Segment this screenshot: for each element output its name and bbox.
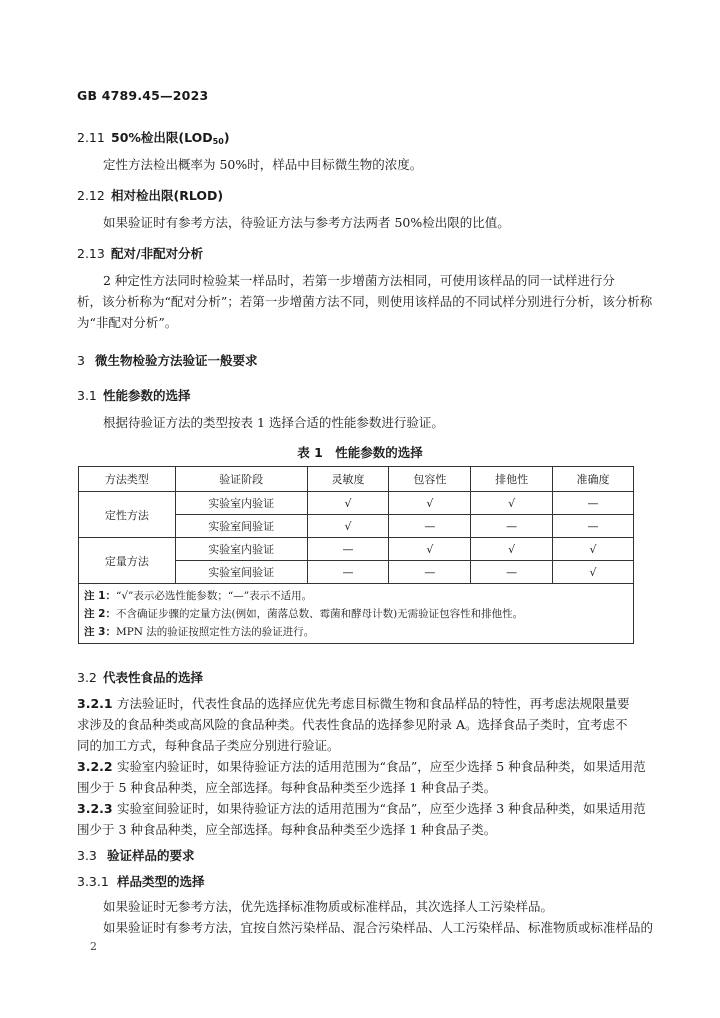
section-number: 2.13 — [77, 246, 105, 261]
method-type-cell: 定性方法 — [79, 492, 176, 538]
table-header-cell: 验证阶段 — [175, 467, 307, 492]
paragraph-line: 同的加工方式，每种食品子类应分别进行验证。 — [77, 738, 340, 753]
section-2-11-heading — [77, 128, 230, 146]
section-3-2-2-text — [77, 756, 646, 798]
section-number: 3.2.3 — [77, 801, 113, 816]
table-note — [79, 624, 634, 644]
table-cell: √ — [553, 538, 634, 561]
table-cell: 实验室内验证 — [175, 492, 307, 515]
table-note — [79, 604, 634, 624]
section-number: 2.11 — [77, 130, 105, 145]
table-header-cell: 方法类型 — [79, 467, 176, 492]
heading-text: 50%检出限( — [111, 130, 185, 145]
table-header-cell: 包容性 — [389, 467, 471, 492]
table-cell: 实验室间验证 — [175, 515, 307, 538]
table-cell: — — [553, 515, 634, 538]
heading-text: 性能参数的选择 — [103, 388, 191, 403]
paragraph-line: 围少于 5 种食品种类，应全部选择。每种食品种类至少选择 1 种食品子类。 — [77, 780, 497, 795]
table-cell: √ — [389, 538, 471, 561]
table-cell: √ — [389, 492, 471, 515]
table-cell: — — [553, 492, 634, 515]
section-number: 3 — [77, 353, 85, 368]
section-3-1-text: 根据待验证方法的类型按表 1 选择合适的性能参数进行验证。 — [103, 415, 444, 430]
section-number: 3.1 — [77, 388, 97, 403]
table-note-row — [79, 624, 634, 644]
table-row — [79, 492, 634, 515]
paragraph-line: 如果验证时有参考方法，宜按自然污染样品、混合污染样品、人工污染样品、标准物质或标准样品的 — [103, 920, 654, 935]
table-caption: 表 1 性能参数的选择 — [297, 445, 423, 460]
section-number: 3.2 — [77, 670, 97, 685]
table-cell: √ — [307, 515, 389, 538]
section-2-13-text — [77, 270, 652, 333]
table-cell: — — [307, 561, 389, 584]
note-text: “√”表示必选性能参数；“—”表示不适用。 — [115, 589, 313, 602]
heading-text: 微生物检验方法验证一般要求 — [95, 353, 258, 368]
table-cell: — — [389, 561, 471, 584]
paragraph-line: 实验室内验证时，如果待验证方法的适用范围为“食品”，应至少选择 5 种食品种类，如果适用范 — [117, 759, 646, 774]
paragraph-line: 实验室间验证时，如果待验证方法的适用范围为“食品”，应至少选择 3 种食品种类，如果适用范 — [117, 801, 646, 816]
paragraph-line: 如果验证时无参考方法，优先选择标准物质或标准样品，其次选择人工污染样品。 — [103, 899, 554, 914]
page-number: 2 — [90, 940, 97, 953]
paragraph-line: 求涉及的食品种类或高风险的食品种类。代表性食品的选择参见附录 A。选择食品子类时，宜考虑不 — [77, 717, 628, 732]
heading-text: 配对/非配对分析 — [111, 246, 204, 261]
section-3-2-heading — [77, 668, 203, 686]
method-type-cell: 定量方法 — [79, 538, 176, 584]
document-header: GB 4789.45—2023 — [77, 88, 209, 103]
table-row — [79, 538, 634, 561]
section-3-3-1-text — [103, 896, 653, 938]
table-note — [79, 584, 634, 604]
table-cell: 实验室间验证 — [175, 561, 307, 584]
note-label: 注 1： — [84, 589, 116, 602]
table-note-row — [79, 584, 634, 604]
table-header-cell: 灵敏度 — [307, 467, 389, 492]
table-cell: — — [389, 515, 471, 538]
heading-text: 代表性食品的选择 — [103, 670, 204, 685]
section-3-heading — [77, 351, 258, 369]
section-3-3-1-heading — [77, 872, 205, 890]
heading-text: 验证样品的要求 — [107, 848, 195, 863]
paragraph-line: 析，该分析称为“配对分析”；若第一步增菌方法不同，则使用该样品的不同试样分别进行分析，该分析称 — [77, 294, 653, 309]
section-2-12-heading — [77, 186, 223, 204]
heading-close: ) — [223, 130, 230, 145]
table-header-cell: 排他性 — [471, 467, 553, 492]
section-number: 3.3 — [77, 848, 97, 863]
table-cell: 实验室内验证 — [175, 538, 307, 561]
table-cell: — — [471, 561, 553, 584]
note-text: 不含确证步骤的定量方法(例如，菌落总数、霉菌和酵母计数)无需验证包容性和排他性。 — [115, 608, 524, 620]
section-3-2-1-text — [77, 693, 630, 756]
paragraph-line: 为“非配对分析”。 — [77, 315, 178, 330]
section-2-13-heading — [77, 244, 203, 262]
table-cell: √ — [553, 561, 634, 584]
table-note-row — [79, 604, 634, 624]
note-label: 注 3： — [84, 626, 116, 639]
paragraph-line: 方法验证时，代表性食品的选择应优先考虑目标微生物和食品样品的特性，再考虑法规限量要 — [117, 696, 630, 711]
section-2-11-text: 定性方法检出概率为 50%时，样品中目标微生物的浓度。 — [103, 157, 423, 172]
paragraph-line: 围少于 3 种食品种类，应全部选择。每种食品种类至少选择 1 种食品子类。 — [77, 822, 497, 837]
section-2-12-text: 如果验证时有参考方法，待验证方法与参考方法两者 50%检出限的比值。 — [103, 215, 510, 230]
table-cell: — — [307, 538, 389, 561]
heading-lod: LOD — [184, 130, 213, 145]
heading-text: 样品类型的选择 — [117, 874, 205, 889]
table-cell: √ — [307, 492, 389, 515]
performance-parameter-table — [78, 466, 634, 644]
note-label: 注 2： — [84, 608, 116, 620]
section-3-3-heading — [77, 846, 195, 864]
heading-sub: 50 — [212, 137, 224, 146]
section-number: 3.2.1 — [77, 696, 113, 711]
table-header-row — [79, 467, 634, 492]
section-number: 3.2.2 — [77, 759, 113, 774]
table-cell: — — [471, 515, 553, 538]
paragraph-line: 2 种定性方法同时检验某一样品时，若第一步增菌方法相同，可使用该样品的同一试样进行分 — [103, 273, 615, 288]
note-text: MPN 法的验证按照定性方法的验证进行。 — [115, 626, 315, 639]
table-header-cell: 准确度 — [553, 467, 634, 492]
section-number: 3.3.1 — [77, 874, 109, 889]
section-number: 2.12 — [77, 188, 105, 203]
heading-text: 相对检出限(RLOD) — [111, 188, 224, 203]
section-3-1-heading — [77, 386, 191, 404]
table-cell: √ — [471, 538, 553, 561]
section-3-2-3-text — [77, 798, 646, 840]
table-cell: √ — [471, 492, 553, 515]
